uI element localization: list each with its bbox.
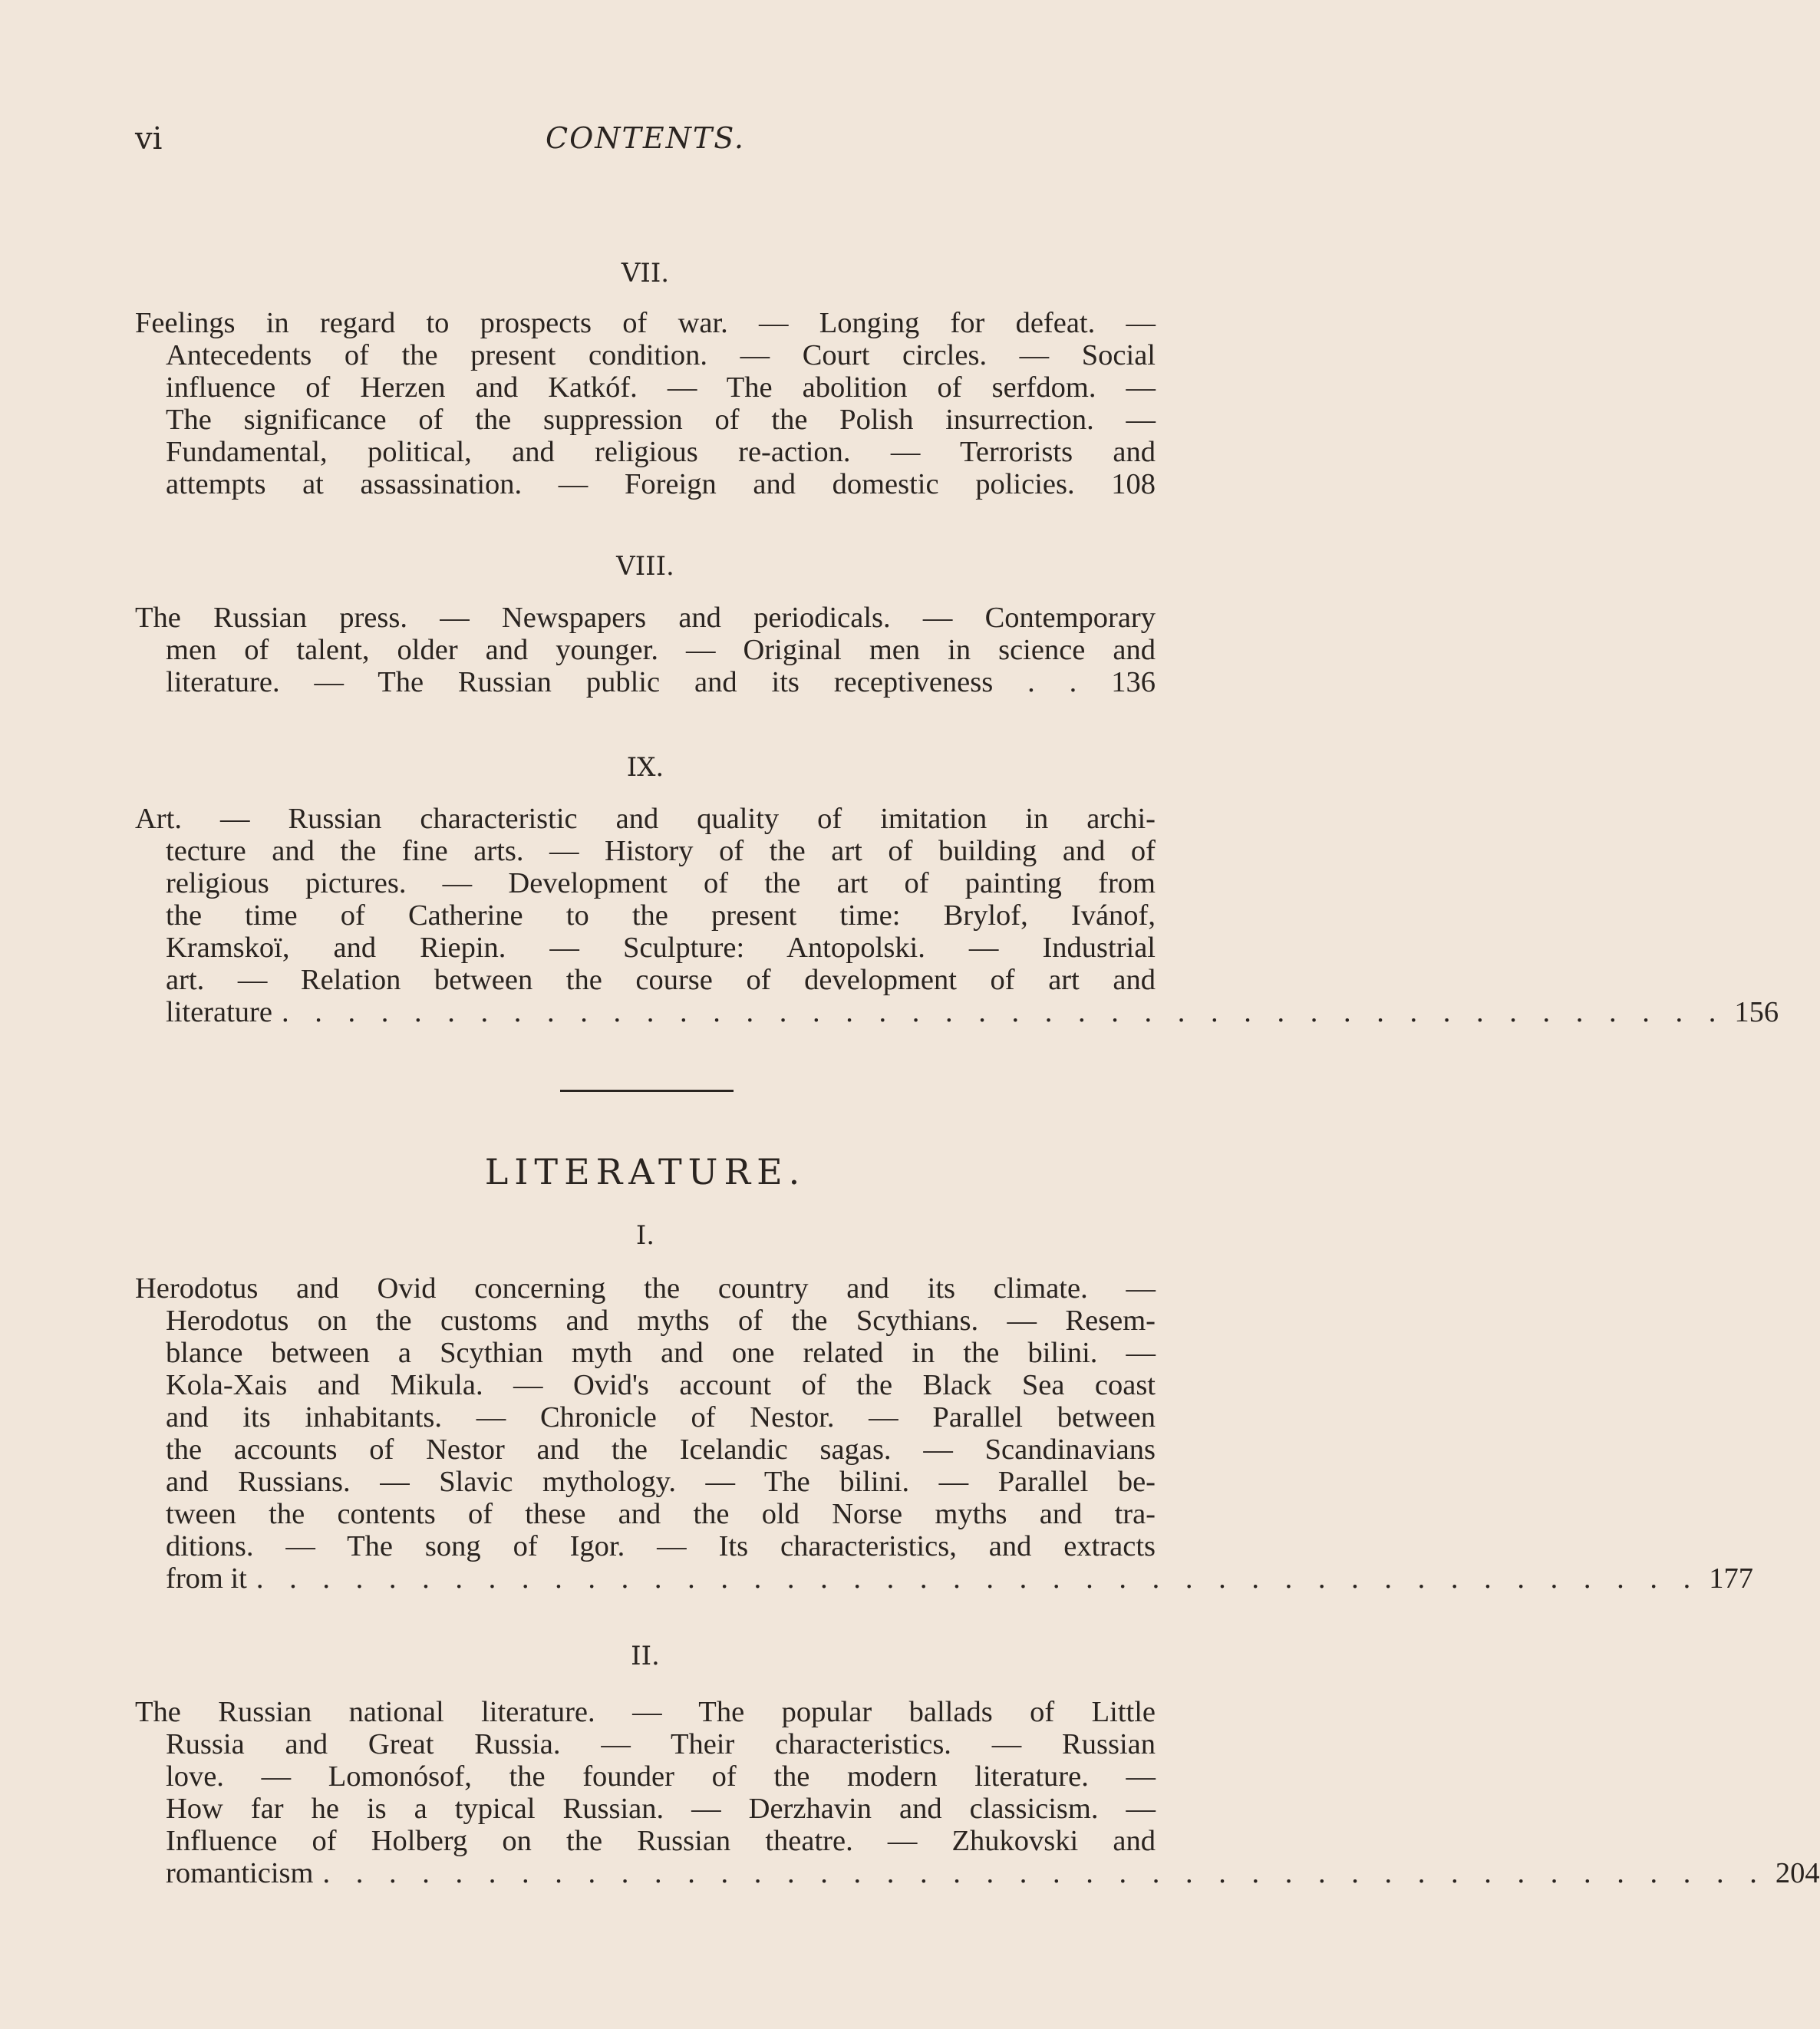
entry-line: Herodotus and Ovid concerning the country and its climate. — [135,1272,1156,1305]
contents-entry-lit-ii [135,1696,1820,1889]
entry-line: literature. — The Russian public and its receptiveness . . 136 [166,666,1156,698]
dot-leader: . . . . . . . . . . . . . . . . . . . . . . . . . . . . . . . . . . . . . . . . . . . . [281,996,1726,1028]
entry-line: religious pictures. — Development of the art of painting from [166,867,1156,899]
contents-entry-lit-i [135,1272,1753,1595]
entry-line: Kola-Xais and Mikula. — Ovid's account of the Black Sea coast [166,1369,1156,1401]
dot-leader: . . . . . . . . . . . . . . . . . . . . . . . . . . . . . . . . . . . . . . . . . . . . [256,1562,1700,1595]
contents-entry-viii [135,602,1156,698]
dot-leader: . . . . . . . . . . . . . . . . . . . . . . . . . . . . . . . . . . . . . . . . . . . . [322,1857,1766,1889]
entry-line: attempts at assassination. — Foreign and domestic policies. 108 [166,468,1156,500]
entry-line: men of talent, older and younger. — Original men in science and [166,634,1156,666]
entry-line: tecture and the fine arts. — History of the art of building and of [166,835,1156,867]
entry-line: love. — Lomonósof, the founder of the modern literature. — [166,1760,1156,1793]
entry-line: The Russian national literature. — The popular ballads of Little [135,1696,1156,1728]
section-numeral-viii: VIII. [616,551,674,582]
entry-line: Influence of Holberg on the Russian theatre. — Zhukovski and [166,1825,1156,1857]
page-folio: vi [135,121,163,157]
section-numeral-ix: IX. [626,752,664,783]
entry-line: influence of Herzen and Katkóf. — The abolition of serfdom. — [166,371,1156,404]
entry-line: Feelings in regard to prospects of war. — Longing for defeat. — [135,307,1156,339]
running-head [135,121,1156,167]
entry-line: blance between a Scythian myth and one related in the bilini. — [166,1337,1156,1369]
leader-text: from it [166,1562,247,1595]
page-title: CONTENTS. [546,121,745,155]
leader-text: literature [166,996,272,1028]
entry-leader-line [135,1857,1820,1889]
entry-line: Herodotus on the customs and myths of the Scythians. — Resem- [166,1305,1156,1337]
contents-entry-ix [135,803,1779,1028]
page-number: 177 [1709,1562,1753,1595]
entry-line: ditions. — The song of Igor. — Its characteristics, and extracts [166,1530,1156,1562]
leader-text: romanticism [166,1857,314,1889]
entry-line: tween the contents of these and the old Norse myths and tra- [166,1498,1156,1530]
entry-line: Antecedents of the present condition. — Court circles. — Social [166,339,1156,371]
page-number: 156 [1734,996,1779,1028]
entry-leader-line [135,1562,1753,1595]
entry-line: The Russian press. — Newspapers and periodicals. — Contemporary [135,602,1156,634]
entry-line: the accounts of Nestor and the Icelandic sagas. — Scandinavians [166,1433,1156,1466]
entry-line: the time of Catherine to the present time: Brylof, Ivánof, [166,899,1156,932]
section-divider [560,1090,734,1092]
entry-line: The significance of the suppression of the Polish insurrection. — [166,404,1156,436]
section-numeral-lit-ii: II. [631,1641,660,1671]
page-number: 204 [1775,1857,1820,1889]
entry-line: art. — Relation between the course of development of art and [166,964,1156,996]
entry-line: and its inhabitants. — Chronicle of Nestor. — Parallel between [166,1401,1156,1433]
entry-line: Fundamental, political, and religious re-action. — Terrorists and [166,436,1156,468]
entry-leader-line [135,996,1779,1028]
section-numeral-lit-i: I. [635,1220,655,1251]
literature-heading: LITERATURE. [484,1151,806,1193]
entry-line: Kramskoï, and Riepin. — Sculpture: Antopolski. — Industrial [166,932,1156,964]
entry-line: Art. — Russian characteristic and quality of imitation in archi- [135,803,1156,835]
entry-line: Russia and Great Russia. — Their characteristics. — Russian [166,1728,1156,1760]
entry-line: and Russians. — Slavic mythology. — The bilini. — Parallel be- [166,1466,1156,1498]
section-numeral-vii: VII. [621,258,670,289]
entry-line: How far he is a typical Russian. — Derzhavin and classicism. — [166,1793,1156,1825]
contents-entry-vii [135,307,1156,500]
